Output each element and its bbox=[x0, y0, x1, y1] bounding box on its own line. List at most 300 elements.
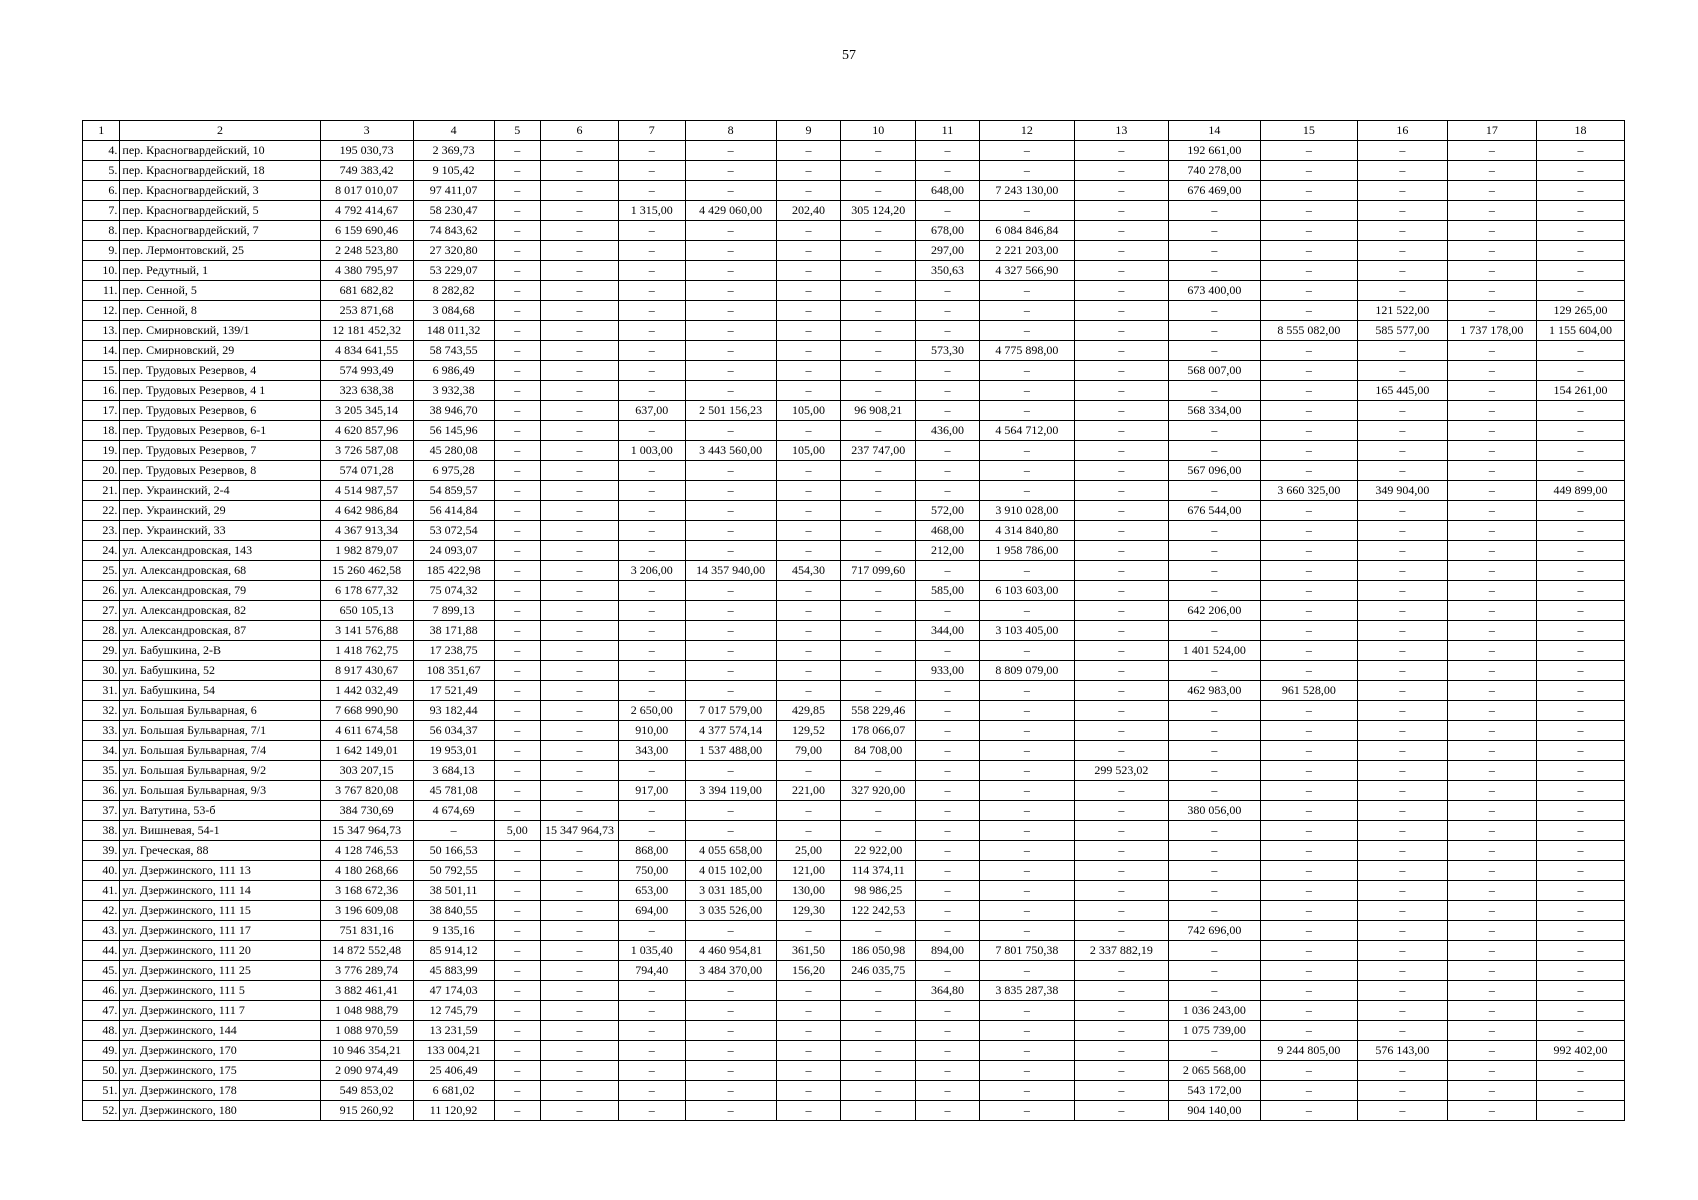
value-cell: – bbox=[1168, 661, 1260, 681]
value-cell: – bbox=[1074, 241, 1168, 261]
value-cell: – bbox=[685, 521, 776, 541]
column-header: 1 bbox=[83, 121, 120, 141]
value-cell: – bbox=[494, 641, 541, 661]
value-cell: – bbox=[1260, 421, 1357, 441]
value-cell: – bbox=[979, 801, 1074, 821]
value-cell: – bbox=[776, 421, 841, 441]
value-cell: – bbox=[1260, 781, 1357, 801]
value-cell: – bbox=[685, 361, 776, 381]
value-cell: 637,00 bbox=[618, 401, 685, 421]
table-row bbox=[83, 181, 1625, 201]
table-row bbox=[83, 641, 1625, 661]
value-cell: – bbox=[979, 821, 1074, 841]
table-row bbox=[83, 941, 1625, 961]
value-cell: – bbox=[1447, 1081, 1536, 1101]
value-cell: 4 834 641,55 bbox=[320, 341, 413, 361]
value-cell: – bbox=[1074, 641, 1168, 661]
value-cell: 24 093,07 bbox=[413, 541, 494, 561]
value-cell: 380 056,00 bbox=[1168, 801, 1260, 821]
value-cell: – bbox=[1074, 661, 1168, 681]
value-cell: – bbox=[1074, 701, 1168, 721]
value-cell: – bbox=[916, 401, 980, 421]
address-cell: ул. Большая Бульварная, 9/2 bbox=[120, 761, 320, 781]
value-cell: – bbox=[618, 1081, 685, 1101]
value-cell: 1 737 178,00 bbox=[1447, 321, 1536, 341]
value-cell: 2 221 203,00 bbox=[979, 241, 1074, 261]
value-cell: – bbox=[1260, 1101, 1357, 1121]
value-cell: – bbox=[1168, 781, 1260, 801]
value-cell: – bbox=[618, 241, 685, 261]
value-cell: – bbox=[1168, 481, 1260, 501]
value-cell: – bbox=[1260, 921, 1357, 941]
value-cell: 8 282,82 bbox=[413, 281, 494, 301]
value-cell: – bbox=[1074, 201, 1168, 221]
row-number-cell: 35. bbox=[83, 761, 120, 781]
value-cell: 4 611 674,58 bbox=[320, 721, 413, 741]
value-cell: – bbox=[618, 181, 685, 201]
address-cell: ул. Большая Бульварная, 7/4 bbox=[120, 741, 320, 761]
value-cell: – bbox=[685, 1021, 776, 1041]
value-cell: – bbox=[979, 1101, 1074, 1121]
row-number-cell: 39. bbox=[83, 841, 120, 861]
value-cell: 50 166,53 bbox=[413, 841, 494, 861]
value-cell: – bbox=[1260, 581, 1357, 601]
value-cell: – bbox=[1260, 821, 1357, 841]
value-cell: – bbox=[1447, 421, 1536, 441]
table-row bbox=[83, 481, 1625, 501]
value-cell: – bbox=[1357, 1081, 1447, 1101]
table-row bbox=[83, 441, 1625, 461]
address-cell: пер. Трудовых Резервов, 8 bbox=[120, 461, 320, 481]
value-cell: – bbox=[979, 921, 1074, 941]
table-row bbox=[83, 921, 1625, 941]
table-row bbox=[83, 221, 1625, 241]
value-cell: – bbox=[1260, 701, 1357, 721]
table-row bbox=[83, 621, 1625, 641]
value-cell: – bbox=[841, 601, 916, 621]
value-cell: – bbox=[1536, 461, 1624, 481]
value-cell: – bbox=[841, 481, 916, 501]
value-cell: – bbox=[1074, 341, 1168, 361]
address-cell: пер. Трудовых Резервов, 7 bbox=[120, 441, 320, 461]
value-cell: – bbox=[1168, 881, 1260, 901]
value-cell: – bbox=[685, 581, 776, 601]
value-cell: – bbox=[685, 801, 776, 821]
value-cell: – bbox=[494, 321, 541, 341]
value-cell: – bbox=[1357, 221, 1447, 241]
value-cell: 794,40 bbox=[618, 961, 685, 981]
value-cell: 3 394 119,00 bbox=[685, 781, 776, 801]
value-cell: – bbox=[1074, 141, 1168, 161]
value-cell: – bbox=[685, 641, 776, 661]
value-cell: 653,00 bbox=[618, 881, 685, 901]
value-cell: – bbox=[1260, 1061, 1357, 1081]
value-cell: – bbox=[1536, 941, 1624, 961]
value-cell: – bbox=[494, 761, 541, 781]
value-cell: – bbox=[1074, 961, 1168, 981]
value-cell: – bbox=[618, 661, 685, 681]
value-cell: – bbox=[841, 981, 916, 1001]
value-cell: – bbox=[1536, 281, 1624, 301]
value-cell: 105,00 bbox=[776, 401, 841, 421]
value-cell: – bbox=[1447, 901, 1536, 921]
value-cell: – bbox=[1447, 501, 1536, 521]
value-cell: – bbox=[979, 461, 1074, 481]
column-header: 10 bbox=[841, 121, 916, 141]
row-number-cell: 12. bbox=[83, 301, 120, 321]
value-cell: – bbox=[618, 541, 685, 561]
value-cell: – bbox=[541, 761, 619, 781]
value-cell: – bbox=[916, 321, 980, 341]
value-cell: – bbox=[776, 1021, 841, 1041]
value-cell: – bbox=[1260, 281, 1357, 301]
value-cell: – bbox=[494, 261, 541, 281]
value-cell: 436,00 bbox=[916, 421, 980, 441]
value-cell: 933,00 bbox=[916, 661, 980, 681]
value-cell: 27 320,80 bbox=[413, 241, 494, 261]
value-cell: – bbox=[1074, 501, 1168, 521]
value-cell: – bbox=[776, 501, 841, 521]
value-cell: 10 946 354,21 bbox=[320, 1041, 413, 1061]
value-cell: – bbox=[1536, 421, 1624, 441]
value-cell: – bbox=[1447, 261, 1536, 281]
value-cell: – bbox=[1447, 381, 1536, 401]
value-cell: – bbox=[916, 481, 980, 501]
value-cell: – bbox=[841, 761, 916, 781]
value-cell: – bbox=[541, 1081, 619, 1101]
value-cell: – bbox=[1447, 981, 1536, 1001]
value-cell: – bbox=[494, 781, 541, 801]
value-cell: – bbox=[1260, 381, 1357, 401]
row-number-cell: 16. bbox=[83, 381, 120, 401]
value-cell: – bbox=[1357, 1021, 1447, 1041]
value-cell: 84 708,00 bbox=[841, 741, 916, 761]
value-cell: 1 003,00 bbox=[618, 441, 685, 461]
value-cell: – bbox=[1168, 201, 1260, 221]
value-cell: – bbox=[685, 461, 776, 481]
value-cell: – bbox=[685, 661, 776, 681]
value-cell: – bbox=[1447, 841, 1536, 861]
value-cell: 19 953,01 bbox=[413, 741, 494, 761]
value-cell: – bbox=[1260, 981, 1357, 1001]
address-cell: пер. Трудовых Резервов, 6 bbox=[120, 401, 320, 421]
value-cell: 676 544,00 bbox=[1168, 501, 1260, 521]
value-cell: 961 528,00 bbox=[1260, 681, 1357, 701]
value-cell: – bbox=[1447, 1061, 1536, 1081]
value-cell: – bbox=[1074, 381, 1168, 401]
value-cell: – bbox=[541, 721, 619, 741]
value-cell: – bbox=[494, 861, 541, 881]
value-cell: 3 932,38 bbox=[413, 381, 494, 401]
row-number-cell: 28. bbox=[83, 621, 120, 641]
column-header: 14 bbox=[1168, 121, 1260, 141]
value-cell: 3 035 526,00 bbox=[685, 901, 776, 921]
value-cell: – bbox=[541, 641, 619, 661]
value-cell: 454,30 bbox=[776, 561, 841, 581]
value-cell: – bbox=[1260, 601, 1357, 621]
value-cell: – bbox=[1536, 981, 1624, 1001]
value-cell: – bbox=[541, 881, 619, 901]
value-cell: – bbox=[685, 541, 776, 561]
value-cell: – bbox=[916, 1021, 980, 1041]
value-cell: – bbox=[1074, 301, 1168, 321]
value-cell: – bbox=[1447, 941, 1536, 961]
value-cell: – bbox=[1168, 321, 1260, 341]
value-cell: – bbox=[541, 461, 619, 481]
value-cell: – bbox=[618, 981, 685, 1001]
table-row bbox=[83, 901, 1625, 921]
value-cell: – bbox=[685, 481, 776, 501]
value-cell: – bbox=[1536, 721, 1624, 741]
value-cell: – bbox=[1260, 541, 1357, 561]
value-cell: – bbox=[1357, 741, 1447, 761]
value-cell: – bbox=[494, 701, 541, 721]
value-cell: 45 781,08 bbox=[413, 781, 494, 801]
value-cell: – bbox=[979, 761, 1074, 781]
address-cell: ул. Дзержинского, 111 15 bbox=[120, 901, 320, 921]
value-cell: – bbox=[541, 661, 619, 681]
value-cell: – bbox=[1074, 521, 1168, 541]
value-cell: – bbox=[541, 541, 619, 561]
value-cell: – bbox=[1536, 901, 1624, 921]
value-cell: – bbox=[776, 521, 841, 541]
value-cell: – bbox=[1536, 781, 1624, 801]
value-cell: – bbox=[541, 1001, 619, 1021]
address-cell: ул. Александровская, 143 bbox=[120, 541, 320, 561]
value-cell: 8 809 079,00 bbox=[979, 661, 1074, 681]
value-cell: 681 682,82 bbox=[320, 281, 413, 301]
address-cell: пер. Сенной, 8 bbox=[120, 301, 320, 321]
table-row bbox=[83, 881, 1625, 901]
value-cell: – bbox=[1357, 881, 1447, 901]
value-cell: – bbox=[1168, 521, 1260, 541]
table-row bbox=[83, 781, 1625, 801]
value-cell: – bbox=[541, 501, 619, 521]
value-cell: – bbox=[841, 421, 916, 441]
value-cell: 678,00 bbox=[916, 221, 980, 241]
value-cell: 56 414,84 bbox=[413, 501, 494, 521]
value-cell: – bbox=[1260, 141, 1357, 161]
address-cell: ул. Дзержинского, 111 17 bbox=[120, 921, 320, 941]
value-cell: – bbox=[618, 621, 685, 641]
value-cell: – bbox=[1447, 601, 1536, 621]
value-cell: – bbox=[841, 1041, 916, 1061]
value-cell: – bbox=[1536, 561, 1624, 581]
value-cell: – bbox=[979, 601, 1074, 621]
value-cell: – bbox=[1074, 161, 1168, 181]
table-row bbox=[83, 201, 1625, 221]
value-cell: – bbox=[1260, 621, 1357, 641]
value-cell: 585 577,00 bbox=[1357, 321, 1447, 341]
value-cell: 75 074,32 bbox=[413, 581, 494, 601]
value-cell: – bbox=[776, 1061, 841, 1081]
value-cell: – bbox=[776, 821, 841, 841]
value-cell: – bbox=[979, 1001, 1074, 1021]
value-cell: – bbox=[541, 261, 619, 281]
row-number-cell: 32. bbox=[83, 701, 120, 721]
value-cell: – bbox=[776, 281, 841, 301]
value-cell: – bbox=[494, 501, 541, 521]
value-cell: 303 207,15 bbox=[320, 761, 413, 781]
column-header: 6 bbox=[541, 121, 619, 141]
value-cell: – bbox=[1357, 661, 1447, 681]
value-cell: 185 422,98 bbox=[413, 561, 494, 581]
row-number-cell: 41. bbox=[83, 881, 120, 901]
value-cell: – bbox=[1074, 281, 1168, 301]
value-cell: 384 730,69 bbox=[320, 801, 413, 821]
value-cell: – bbox=[1536, 581, 1624, 601]
value-cell: – bbox=[685, 1061, 776, 1081]
value-cell: – bbox=[541, 781, 619, 801]
address-cell: ул. Дзержинского, 111 13 bbox=[120, 861, 320, 881]
value-cell: – bbox=[685, 421, 776, 441]
value-cell: – bbox=[841, 541, 916, 561]
value-cell: 3 910 028,00 bbox=[979, 501, 1074, 521]
value-cell: – bbox=[541, 601, 619, 621]
value-cell: 1 642 149,01 bbox=[320, 741, 413, 761]
value-cell: 192 661,00 bbox=[1168, 141, 1260, 161]
value-cell: – bbox=[685, 261, 776, 281]
value-cell: – bbox=[1074, 181, 1168, 201]
value-cell: – bbox=[1447, 1101, 1536, 1121]
value-cell: 85 914,12 bbox=[413, 941, 494, 961]
value-cell: – bbox=[1536, 881, 1624, 901]
value-cell: 650 105,13 bbox=[320, 601, 413, 621]
row-number-cell: 24. bbox=[83, 541, 120, 561]
value-cell: – bbox=[841, 461, 916, 481]
value-cell: – bbox=[494, 1001, 541, 1021]
column-header: 13 bbox=[1074, 121, 1168, 141]
value-cell: – bbox=[1260, 881, 1357, 901]
address-cell: ул. Дзержинского, 111 14 bbox=[120, 881, 320, 901]
value-cell: – bbox=[1357, 541, 1447, 561]
value-cell: – bbox=[1536, 701, 1624, 721]
table-row bbox=[83, 1101, 1625, 1121]
value-cell: – bbox=[979, 1061, 1074, 1081]
value-cell: – bbox=[979, 701, 1074, 721]
value-cell: – bbox=[685, 241, 776, 261]
value-cell: 4 775 898,00 bbox=[979, 341, 1074, 361]
column-header: 8 bbox=[685, 121, 776, 141]
value-cell: – bbox=[841, 821, 916, 841]
value-cell: – bbox=[1447, 961, 1536, 981]
table-row bbox=[83, 801, 1625, 821]
row-number-cell: 36. bbox=[83, 781, 120, 801]
value-cell: – bbox=[1260, 641, 1357, 661]
address-cell: ул. Александровская, 87 bbox=[120, 621, 320, 641]
column-header: 15 bbox=[1260, 121, 1357, 141]
value-cell: – bbox=[1536, 961, 1624, 981]
value-cell: – bbox=[1357, 561, 1447, 581]
table-row bbox=[83, 461, 1625, 481]
value-cell: – bbox=[1536, 141, 1624, 161]
value-cell: – bbox=[776, 361, 841, 381]
value-cell: – bbox=[685, 501, 776, 521]
row-number-cell: 27. bbox=[83, 601, 120, 621]
value-cell: – bbox=[776, 1081, 841, 1101]
value-cell: 14 357 940,00 bbox=[685, 561, 776, 581]
value-cell: 4 055 658,00 bbox=[685, 841, 776, 861]
value-cell: 549 853,02 bbox=[320, 1081, 413, 1101]
value-cell: 3 776 289,74 bbox=[320, 961, 413, 981]
value-cell: 13 231,59 bbox=[413, 1021, 494, 1041]
value-cell: – bbox=[494, 1041, 541, 1061]
row-number-cell: 14. bbox=[83, 341, 120, 361]
table-row bbox=[83, 501, 1625, 521]
row-number-cell: 8. bbox=[83, 221, 120, 241]
value-cell: 7 899,13 bbox=[413, 601, 494, 621]
address-cell: ул. Дзержинского, 111 7 bbox=[120, 1001, 320, 1021]
value-cell: – bbox=[1536, 1101, 1624, 1121]
value-cell: 58 230,47 bbox=[413, 201, 494, 221]
table-row bbox=[83, 961, 1625, 981]
address-cell: пер. Красногвардейский, 18 bbox=[120, 161, 320, 181]
value-cell: – bbox=[916, 821, 980, 841]
value-cell: – bbox=[1357, 281, 1447, 301]
address-cell: пер. Трудовых Резервов, 6-1 bbox=[120, 421, 320, 441]
value-cell: – bbox=[841, 221, 916, 241]
value-cell: – bbox=[1357, 181, 1447, 201]
value-cell: – bbox=[541, 381, 619, 401]
value-cell: – bbox=[618, 261, 685, 281]
value-cell: – bbox=[1357, 421, 1447, 441]
value-cell: – bbox=[1357, 161, 1447, 181]
address-cell: ул. Александровская, 79 bbox=[120, 581, 320, 601]
value-cell: – bbox=[618, 601, 685, 621]
value-cell: – bbox=[1357, 201, 1447, 221]
value-cell: – bbox=[979, 641, 1074, 661]
value-cell: – bbox=[776, 341, 841, 361]
value-cell: – bbox=[494, 801, 541, 821]
value-cell: – bbox=[1260, 401, 1357, 421]
value-cell: 3 141 576,88 bbox=[320, 621, 413, 641]
value-cell: 58 743,55 bbox=[413, 341, 494, 361]
value-cell: – bbox=[1168, 761, 1260, 781]
value-cell: 246 035,75 bbox=[841, 961, 916, 981]
value-cell: – bbox=[776, 801, 841, 821]
value-cell: – bbox=[1536, 201, 1624, 221]
address-cell: пер. Украинский, 2-4 bbox=[120, 481, 320, 501]
value-cell: – bbox=[1536, 161, 1624, 181]
value-cell: – bbox=[1260, 861, 1357, 881]
value-cell: – bbox=[1168, 341, 1260, 361]
value-cell: – bbox=[776, 261, 841, 281]
value-cell: – bbox=[979, 281, 1074, 301]
value-cell: – bbox=[541, 841, 619, 861]
row-number-cell: 19. bbox=[83, 441, 120, 461]
value-cell: – bbox=[1447, 401, 1536, 421]
value-cell: – bbox=[916, 1041, 980, 1061]
value-cell: – bbox=[541, 921, 619, 941]
value-cell: – bbox=[916, 641, 980, 661]
row-number-cell: 31. bbox=[83, 681, 120, 701]
address-cell: ул. Дзержинского, 180 bbox=[120, 1101, 320, 1121]
value-cell: 676 469,00 bbox=[1168, 181, 1260, 201]
value-cell: 1 048 988,79 bbox=[320, 1001, 413, 1021]
value-cell: 917,00 bbox=[618, 781, 685, 801]
value-cell: – bbox=[1357, 141, 1447, 161]
value-cell: 7 017 579,00 bbox=[685, 701, 776, 721]
value-cell: 9 244 805,00 bbox=[1260, 1041, 1357, 1061]
value-cell: – bbox=[1260, 1021, 1357, 1041]
table-row bbox=[83, 661, 1625, 681]
column-header: 11 bbox=[916, 121, 980, 141]
row-number-cell: 7. bbox=[83, 201, 120, 221]
value-cell: 4 564 712,00 bbox=[979, 421, 1074, 441]
table-row bbox=[83, 761, 1625, 781]
value-cell: – bbox=[685, 281, 776, 301]
value-cell: 344,00 bbox=[916, 621, 980, 641]
